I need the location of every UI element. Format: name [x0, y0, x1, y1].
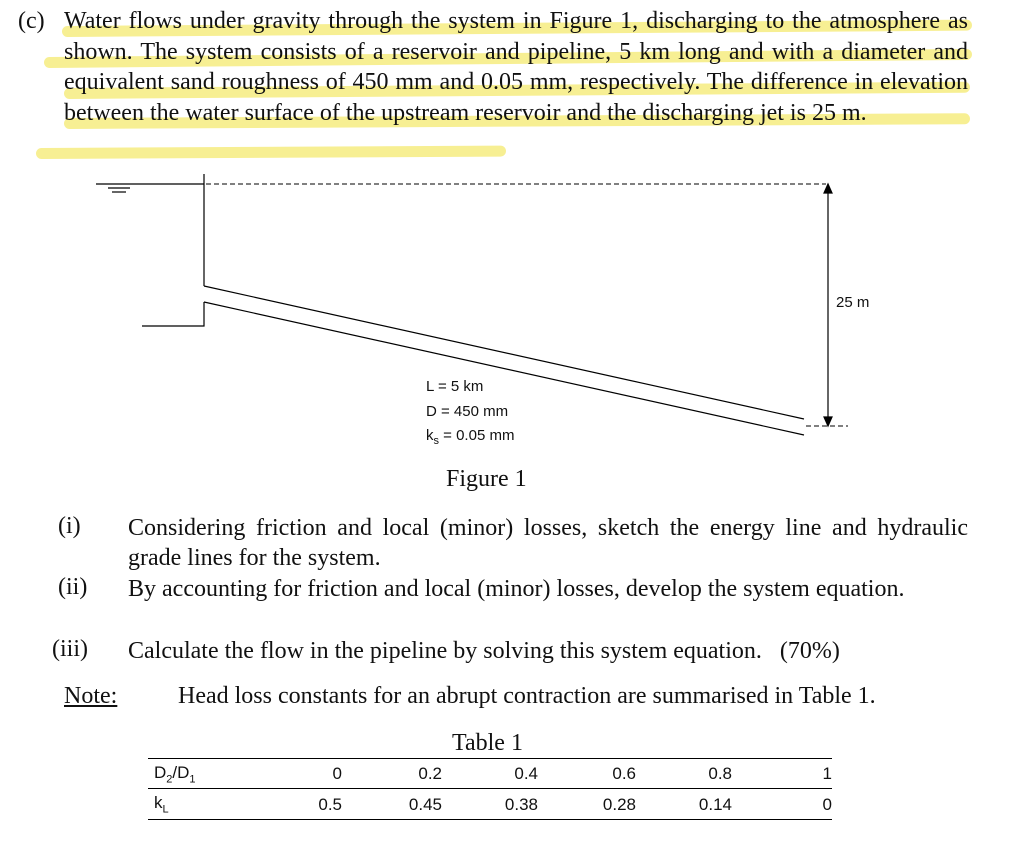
pipe-diameter-label: D = 450 mm — [426, 403, 509, 420]
kl-symbol: k — [154, 793, 163, 813]
kl-subscript: L — [162, 803, 169, 816]
part-ii-number: (ii) — [58, 574, 88, 600]
part-i-text: Considering friction and local (minor) losses, sketch the energy line and hydraulic grade lines for the system. — [128, 515, 968, 571]
ratio-d-symbol: D — [154, 763, 167, 782]
table-cell: 0.4 — [442, 759, 538, 789]
part-iii-text: Calculate the flow in the pipeline by solving this system equation. (70%) — [128, 638, 840, 664]
roughness-subscript: s — [433, 435, 439, 447]
ratio-d-symbol-2: /D — [172, 763, 190, 782]
table-cell: 0 — [238, 759, 342, 789]
table-cell: 0.45 — [342, 789, 442, 819]
part-ii-text: By accounting for friction and local (minor) losses, develop the system equation. — [128, 576, 905, 602]
note-text: Head loss constants for an abrupt contraction are summarised in Table 1. — [178, 683, 876, 709]
note-label: Note: — [64, 683, 118, 709]
row-label-diameter-ratio — [148, 759, 238, 789]
roughness-symbol: k — [426, 427, 434, 444]
table-cell: 0.6 — [538, 759, 636, 789]
highlight-mark-5 — [36, 146, 506, 159]
table-cell: 0.2 — [342, 759, 442, 789]
table-cell: 0.14 — [636, 789, 732, 819]
table-cell: 1 — [732, 759, 832, 789]
table-caption: Table 1 — [452, 730, 523, 756]
figure-1-diagram — [0, 160, 1024, 450]
ratio-sub-2: 2 — [166, 773, 173, 786]
table-row — [148, 789, 832, 819]
reservoir-wall — [142, 174, 204, 326]
table-cell: 0.38 — [442, 789, 538, 819]
figure-caption: Figure 1 — [446, 466, 527, 492]
question-text: Water flows under gravity through the system in Figure 1, discharging to the atmosphere as shown. The system consists of a reservoir and pipeline, 5 km long and with a diameter and equivalent sand roughness of 450 mm and 0.05 mm, respectively. The difference in elevation between the water surface of the upstream reservoir and the discharging jet is 25 m. — [64, 8, 968, 126]
table-cell: 0.8 — [636, 759, 732, 789]
roughness-value: = 0.05 mm — [439, 427, 515, 444]
ratio-sub-1: 1 — [189, 773, 196, 786]
height-label: 25 m — [836, 294, 870, 311]
table-cell: 0.28 — [538, 789, 636, 819]
water-surface-icon — [96, 184, 204, 192]
question-label: (c) — [18, 8, 45, 34]
table-cell: 0.5 — [238, 789, 342, 819]
table-row — [148, 759, 832, 789]
table-cell: 0 — [732, 789, 832, 819]
row-label-loss-coefficient — [148, 789, 238, 819]
roughness-label — [426, 427, 514, 447]
part-iii-number: (iii) — [52, 636, 88, 662]
pipe-length-label: L = 5 km — [426, 378, 484, 395]
contraction-loss-table — [148, 758, 832, 820]
height-dimension-arrow — [824, 184, 832, 426]
part-i-number: (i) — [58, 513, 81, 539]
